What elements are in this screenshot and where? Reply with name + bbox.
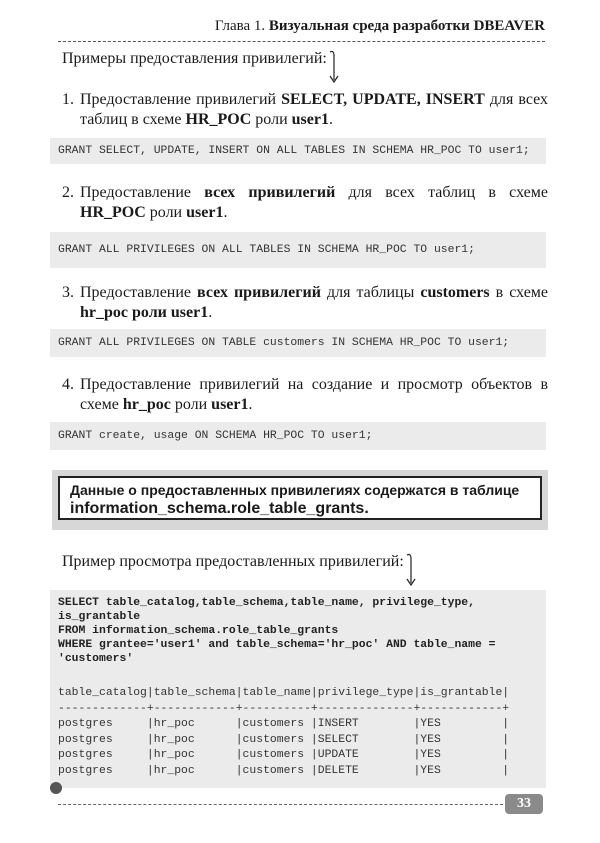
note-box (52, 470, 548, 530)
down-arrow-icon (328, 50, 340, 84)
footer-bullet-icon (50, 782, 62, 794)
note-table-name: information_schema.role_table_grants (70, 500, 365, 517)
list-item-2 (62, 183, 548, 223)
bold-text: всех привилегий (204, 184, 336, 201)
text: для всех таблиц в схеме (335, 184, 548, 201)
table-row: postgres |hr_poc |customers |DELETE |YES | (58, 764, 510, 777)
text: для всех таблиц в схеме (80, 91, 549, 128)
bold-text: HR_POC (80, 204, 146, 221)
code-block-2: GRANT ALL PRIVILEGES ON ALL TABLES IN SCHEMA HR_POC TO user1; (50, 232, 546, 268)
table-row: postgres |hr_poc |customers |SELECT |YES | (58, 733, 510, 746)
table-row: postgres |hr_poc |customers |INSERT |YES | (58, 718, 510, 730)
bold-text: HR_POC (185, 111, 252, 128)
list-item-1 (62, 90, 548, 130)
note-content (58, 476, 542, 520)
text: . (248, 396, 253, 413)
bold-text: user1 (211, 396, 249, 413)
text: роли (251, 111, 292, 128)
text: . (223, 204, 228, 221)
note-end: . (364, 500, 369, 517)
sql-line: is_grantable (58, 611, 141, 623)
item-number: 3. (62, 284, 74, 301)
bold-text: hr_poc (122, 396, 171, 413)
item-number: 1. (62, 91, 74, 108)
text: роли (145, 204, 187, 221)
result-header: table_catalog|table_schema|table_name|privilege_type|is_grantable| (58, 687, 510, 699)
text: Предоставление привилегий на создание и просмотр объектов в схеме (80, 376, 548, 413)
bold-text: hr_poc роли user1 (80, 304, 209, 321)
bold-text: всех привилегий (197, 284, 321, 301)
intro-text (62, 50, 340, 84)
result-separator: -------------+------------+----------+--------------+------------+ (58, 702, 510, 715)
sql-line: FROM information_schema.role_table_grants (58, 625, 339, 637)
example-label: Пример просмотра предоставленных привилегий: (62, 553, 404, 570)
code-block-1: GRANT SELECT, UPDATE, INSERT ON ALL TABLES IN SCHEMA HR_POC TO user1; (50, 138, 546, 164)
down-arrow-icon (405, 553, 417, 587)
page-number: 33 (505, 794, 543, 814)
bold-text: SELECT, UPDATE, INSERT (281, 91, 485, 108)
bold-text: customers (420, 284, 490, 301)
note-text: Данные о предоставленных привилегиях содержатся в таблице (70, 482, 520, 498)
sql-query (58, 596, 538, 666)
query-result-table (58, 686, 538, 779)
item-number: 4. (62, 376, 74, 393)
running-header (58, 18, 545, 42)
chapter-label: Глава 1. (214, 18, 266, 34)
text: Предоставление (80, 284, 198, 301)
list-item-4 (62, 375, 548, 415)
intro-label: Примеры предоставления привилегий: (62, 50, 327, 67)
code-block-4: GRANT create, usage ON SCHEMA HR_POC TO user1; (50, 422, 546, 450)
footer-divider (58, 804, 508, 805)
item-number: 2. (62, 184, 74, 201)
text: для таблицы (320, 284, 421, 301)
list-item-3 (62, 283, 548, 323)
code-block-3: GRANT ALL PRIVILEGES ON TABLE customers IN SCHEMA HR_POC TO user1; (50, 329, 546, 357)
bold-text: user1 (291, 111, 329, 128)
text: Предоставление привилегий (80, 91, 282, 108)
example-intro (62, 553, 417, 587)
sql-line: 'customers' (58, 653, 134, 665)
table-row: postgres |hr_poc |customers |UPDATE |YES | (58, 749, 510, 761)
text: Предоставление (80, 184, 205, 201)
sql-example-block (50, 590, 546, 788)
text: роли (170, 396, 212, 413)
bold-text: user1 (186, 204, 224, 221)
chapter-title: Визуальная среда разработки DBEAVER (268, 18, 545, 34)
text: . (208, 304, 213, 321)
text: . (328, 111, 333, 128)
sql-line: SELECT table_catalog,table_schema,table_name, privilege_type, (58, 597, 475, 609)
sql-line: WHERE grantee='user1' and table_schema='hr_poc' AND table_name = (58, 639, 496, 651)
text: в схеме (489, 284, 549, 301)
